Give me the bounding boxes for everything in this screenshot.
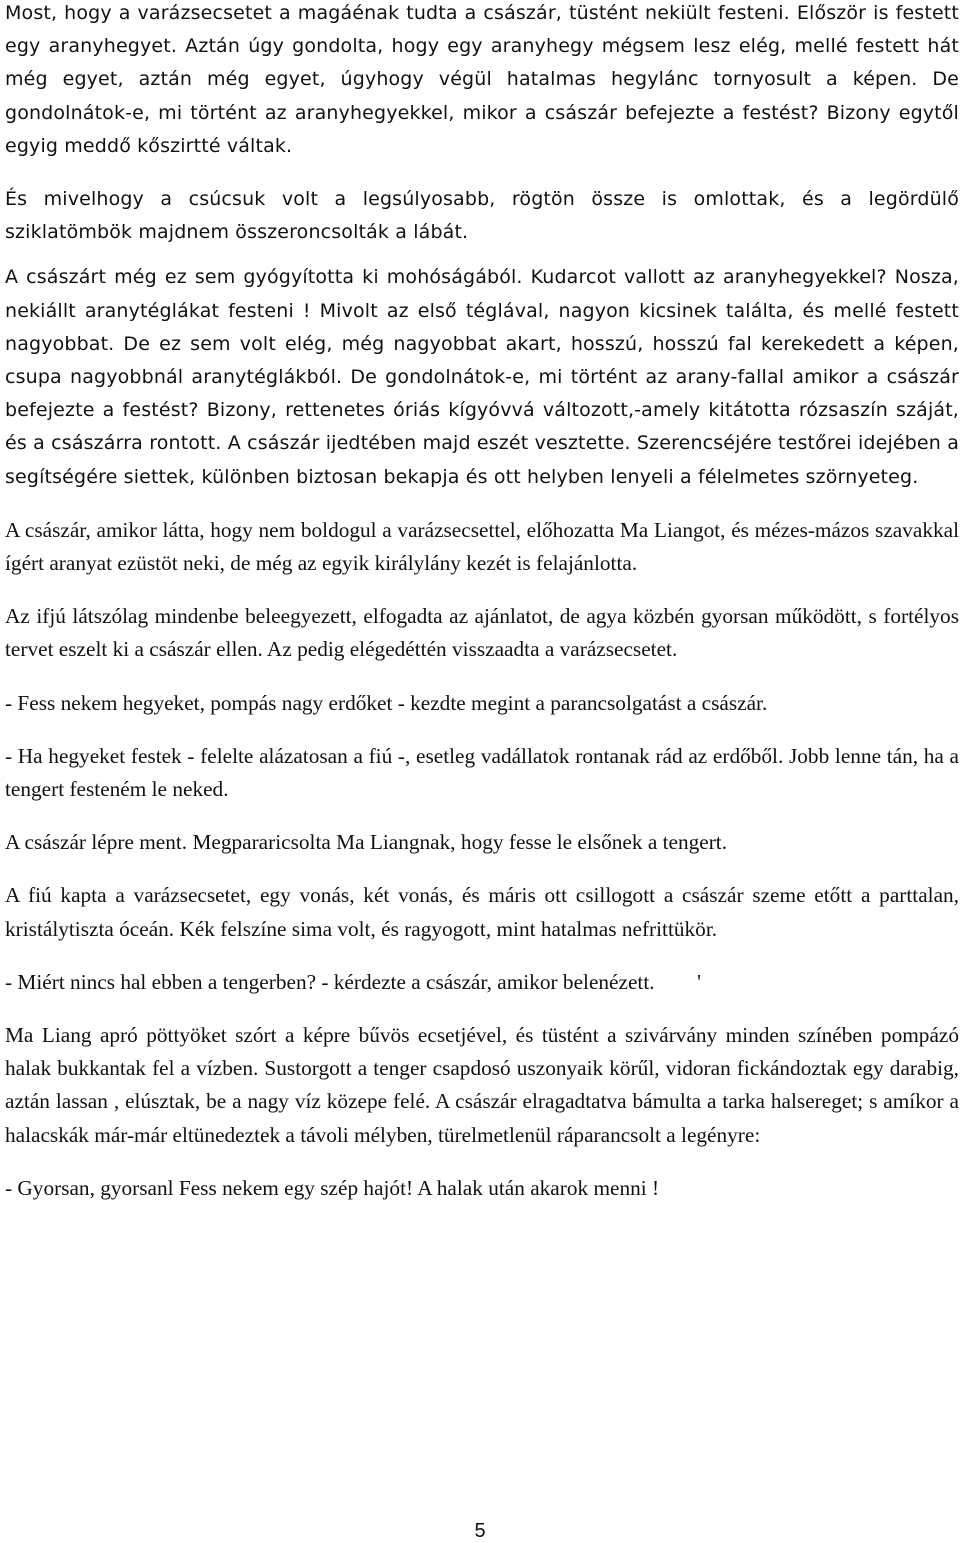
paragraph-10: - Miért nincs hal ebben a tengerben? - kérdezte a császár, amikor belenézett. ' (5, 969, 701, 994)
paragraph-2: És mivelhogy a csúcsuk volt a legsúlyosabb, rögtön össze is omlottak, és a legördülő sziklatömbök majdnem összeroncsolták a lábát. (5, 188, 959, 244)
paragraph-5: Az ifjú látszólag mindenbe beleegyezett, elfogadta az ajánlatot, de agya közbén gyorsan működött, s fortélyos tervet eszelt ki a császár ellen. Az pedig elégedéttén visszaadta a varázsecsetet. (5, 604, 959, 662)
paragraph-6: - Fess nekem hegyeket, pompás nagy erdőket - kezdte megint a parancsolgatást a császár. (5, 690, 768, 715)
paragraph-4: A császár, amikor látta, hogy nem boldogul a varázsecsettel, előhozatta Ma Liangot, és mézes-mázos szavakkal ígért aranyat ezüstöt neki, de még az egyik királylány kezét is felajánlotta. (5, 517, 959, 576)
paragraph-8: A császár lépre ment. Megpararicsolta Ma Liangnak, hogy fesse le elsőnek a tengert. (5, 830, 728, 855)
paragraph-3: A császárt még ez sem gyógyította ki mohóságából. Kudarcot vallott az aranyhegyekkel? Nosza, nekiállt aranytéglákat festeni ! Mivolt az első téglával, nagyon kicsinek találta, és mellé festett nagyobbat. De ez sem volt elég, még nagyobbat akart, hosszú, hosszú fal kerekedett a képen, csupa nagyobbnál aranytéglákból. De gondolnátok-e, mi történt az arany-fallal amikor a császár befejezte a festést? Bizony, rettenetes óriás kígyóvvá változott,-amely kitátotta rózsaszín száját, és a császárra rontott. A császár ijedtében majd eszét vesztette. Szerencséjére testőrei idejében a segítségére siettek, különben biztosan bekapja és ott helyben lenyeli a félelmetes szörnyeteg. (5, 266, 959, 488)
paragraph-12: - Gyorsan, gyorsanl Fess nekem egy szép hajót! A halak után akarok menni ! (5, 1175, 660, 1200)
document-page (5, 0, 959, 1205)
paragraph-11: Ma Liang apró pöttyöket szórt a képre bűvös ecsetjével, és tüstént a szivárvány minden színében pompázó halak bukkantak fel a vízben. Sustorgott a tenger csapdosó uszonyaik körűl, vidoran fickándoztak egy darabig, aztán lassan , elúsztak, be a nagy víz közepe felé. A császár elragadtatva bámulta a tarka halsereget; s amíkor a halacskák már-már eltünedeztek a távoli mélyben, türelmetlenül ráparancsolt a legényre: (5, 1023, 959, 1147)
page-number: 5 (474, 1520, 486, 1542)
paragraph-7: - Ha hegyeket festek - felelte alázatosan a fiú -, esetleg vadállatok rontanak rád az erdőből. Jobb lenne tán, ha a tengert festeném le neked. (5, 743, 959, 802)
paragraph-9: A fiú kapta a varázsecsetet, egy vonás, két vonás, és máris ott csillogott a császár szeme etőtt a parttalan, kristálytiszta óceán. Kék felszíne sima volt, és ragyogott, mint hatalmas nefrittükör. (5, 883, 959, 941)
paragraph-1: Most, hogy a varázsecsetet a magáénak tudta a császár, tüstént nekiült festeni. Először is festett egy aranyhegyet. Aztán úgy gondolta, hogy egy aranyhegy mégsem lesz elég, mellé festett hát még egyet, aztán még egyet, úgyhogy végül hatalmas hegylánc tornyosult a képen. De gondolnátok-e, mi történt az aranyhegyekkel, mikor a császár befejezte a festést? Bizony egytől egyig meddő kőszirtté váltak. (5, 2, 959, 157)
